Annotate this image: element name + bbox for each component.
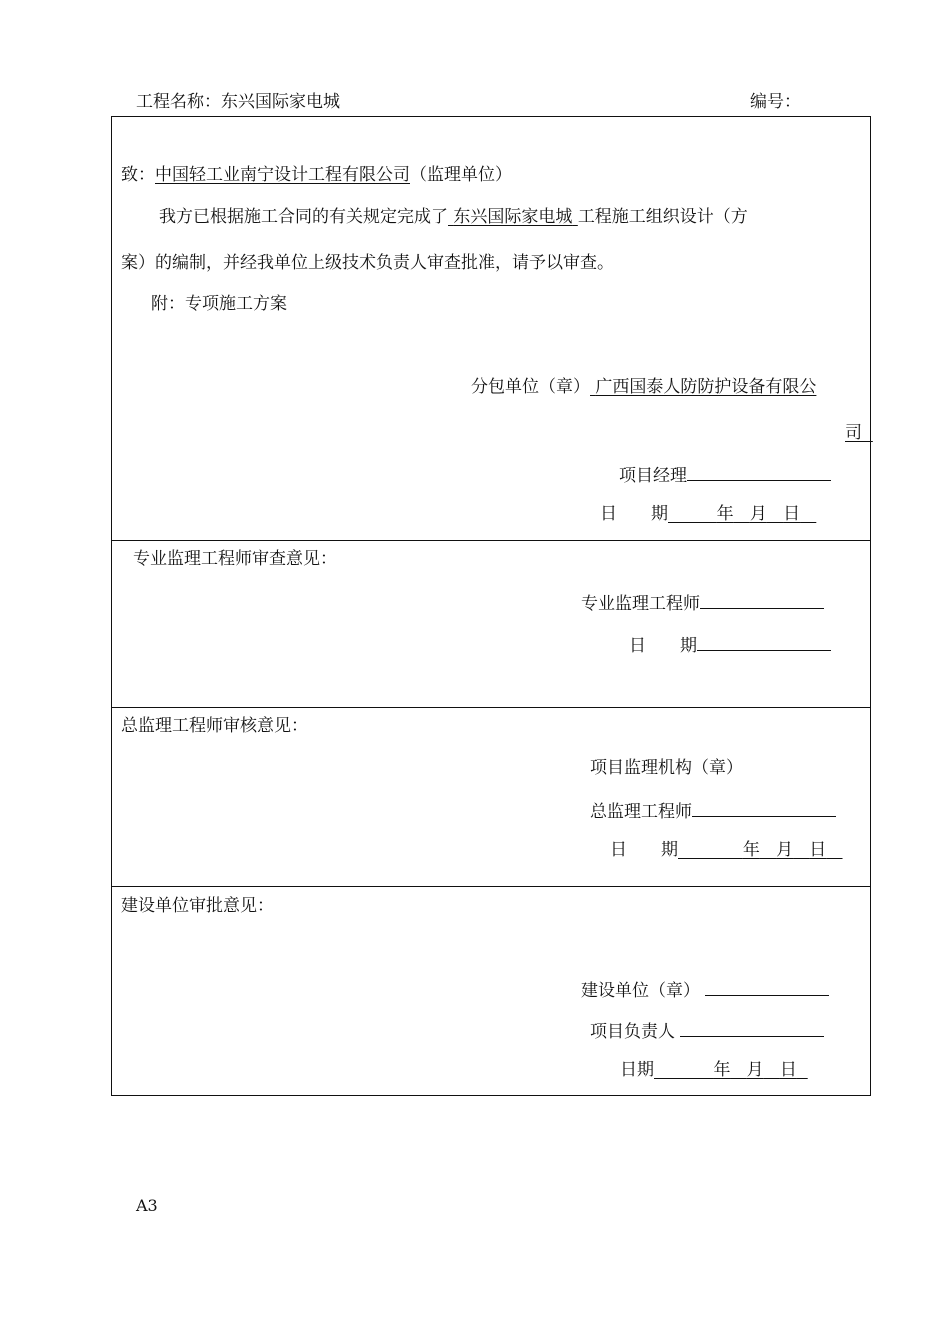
section-divider-3 bbox=[111, 886, 871, 887]
addressee-suffix: （监理单位） bbox=[410, 165, 512, 185]
owner-org-line bbox=[581, 977, 829, 1002]
body-project-name: 东兴国际家电城 bbox=[453, 207, 573, 227]
project-manager-field[interactable] bbox=[687, 462, 831, 481]
chief-supervisor-line bbox=[590, 798, 836, 823]
responsible-person-field[interactable] bbox=[680, 1018, 824, 1037]
number-label: 编号： bbox=[750, 92, 801, 112]
chief-supervisor-field[interactable] bbox=[692, 798, 836, 817]
body-text-b: 工程施工组织设计（方 bbox=[577, 207, 748, 227]
owner-org-label: 建设单位（章） bbox=[581, 981, 700, 1001]
date-field-1[interactable]: 年 月 日 bbox=[716, 504, 801, 524]
addressee-line bbox=[121, 164, 512, 186]
supervisor-sign-line bbox=[581, 590, 824, 615]
subcontractor-line bbox=[471, 376, 816, 398]
owner-org-field[interactable] bbox=[705, 977, 829, 996]
subcontractor-company: 广西国泰人防防护设备有限公 bbox=[595, 377, 817, 397]
form-code: A3 bbox=[136, 1196, 158, 1215]
project-name-label: 工程名称： bbox=[136, 92, 221, 112]
section2-title: 专业监理工程师审查意见： bbox=[133, 549, 337, 569]
responsible-person-label: 项目负责人 bbox=[590, 1022, 675, 1042]
subcontractor-company-cont: 司 bbox=[845, 423, 862, 443]
date-field-4[interactable]: 年 月 日 bbox=[713, 1060, 797, 1080]
body-line-2: 案）的编制，并经我单位上级技术负责人审查批准，请予以审查。 bbox=[121, 253, 614, 273]
body-line-1 bbox=[159, 206, 748, 228]
attachment-line: 附：专项施工方案 bbox=[151, 294, 287, 314]
supervision-org-label: 项目监理机构（章） bbox=[590, 758, 743, 778]
section-divider-2 bbox=[111, 707, 871, 708]
date-field-3[interactable]: 年 月 日 bbox=[742, 840, 827, 860]
project-name-value: 东兴国际家电城 bbox=[221, 92, 340, 112]
section4-title: 建设单位审批意见： bbox=[121, 896, 274, 916]
date-field-2[interactable] bbox=[697, 632, 831, 651]
supervisor-sign-label: 专业监理工程师 bbox=[581, 594, 700, 614]
section3-title: 总监理工程师审核意见： bbox=[121, 716, 308, 736]
addressee-company: 中国轻工业南宁设计工程有限公司 bbox=[155, 165, 410, 185]
subcontractor-label: 分包单位（章） bbox=[471, 377, 590, 397]
project-name-line bbox=[136, 91, 340, 113]
section-divider-1 bbox=[111, 540, 871, 541]
date-line-2: 日 期 bbox=[629, 632, 831, 657]
body-text-a: 我方已根据施工合同的有关规定完成了 bbox=[159, 207, 448, 227]
date-line-1: 日 期 年 月 日 bbox=[600, 503, 816, 525]
responsible-person-line bbox=[590, 1018, 824, 1043]
date-line-3: 日 期 年 月 日 bbox=[610, 839, 843, 861]
project-manager-line bbox=[619, 462, 831, 487]
supervisor-sign-field[interactable] bbox=[700, 590, 824, 609]
date-line-4: 日期 年 月 日 bbox=[620, 1059, 808, 1081]
project-manager-label: 项目经理 bbox=[619, 466, 687, 486]
addressee-label: 致： bbox=[121, 165, 155, 185]
chief-supervisor-label: 总监理工程师 bbox=[590, 802, 692, 822]
